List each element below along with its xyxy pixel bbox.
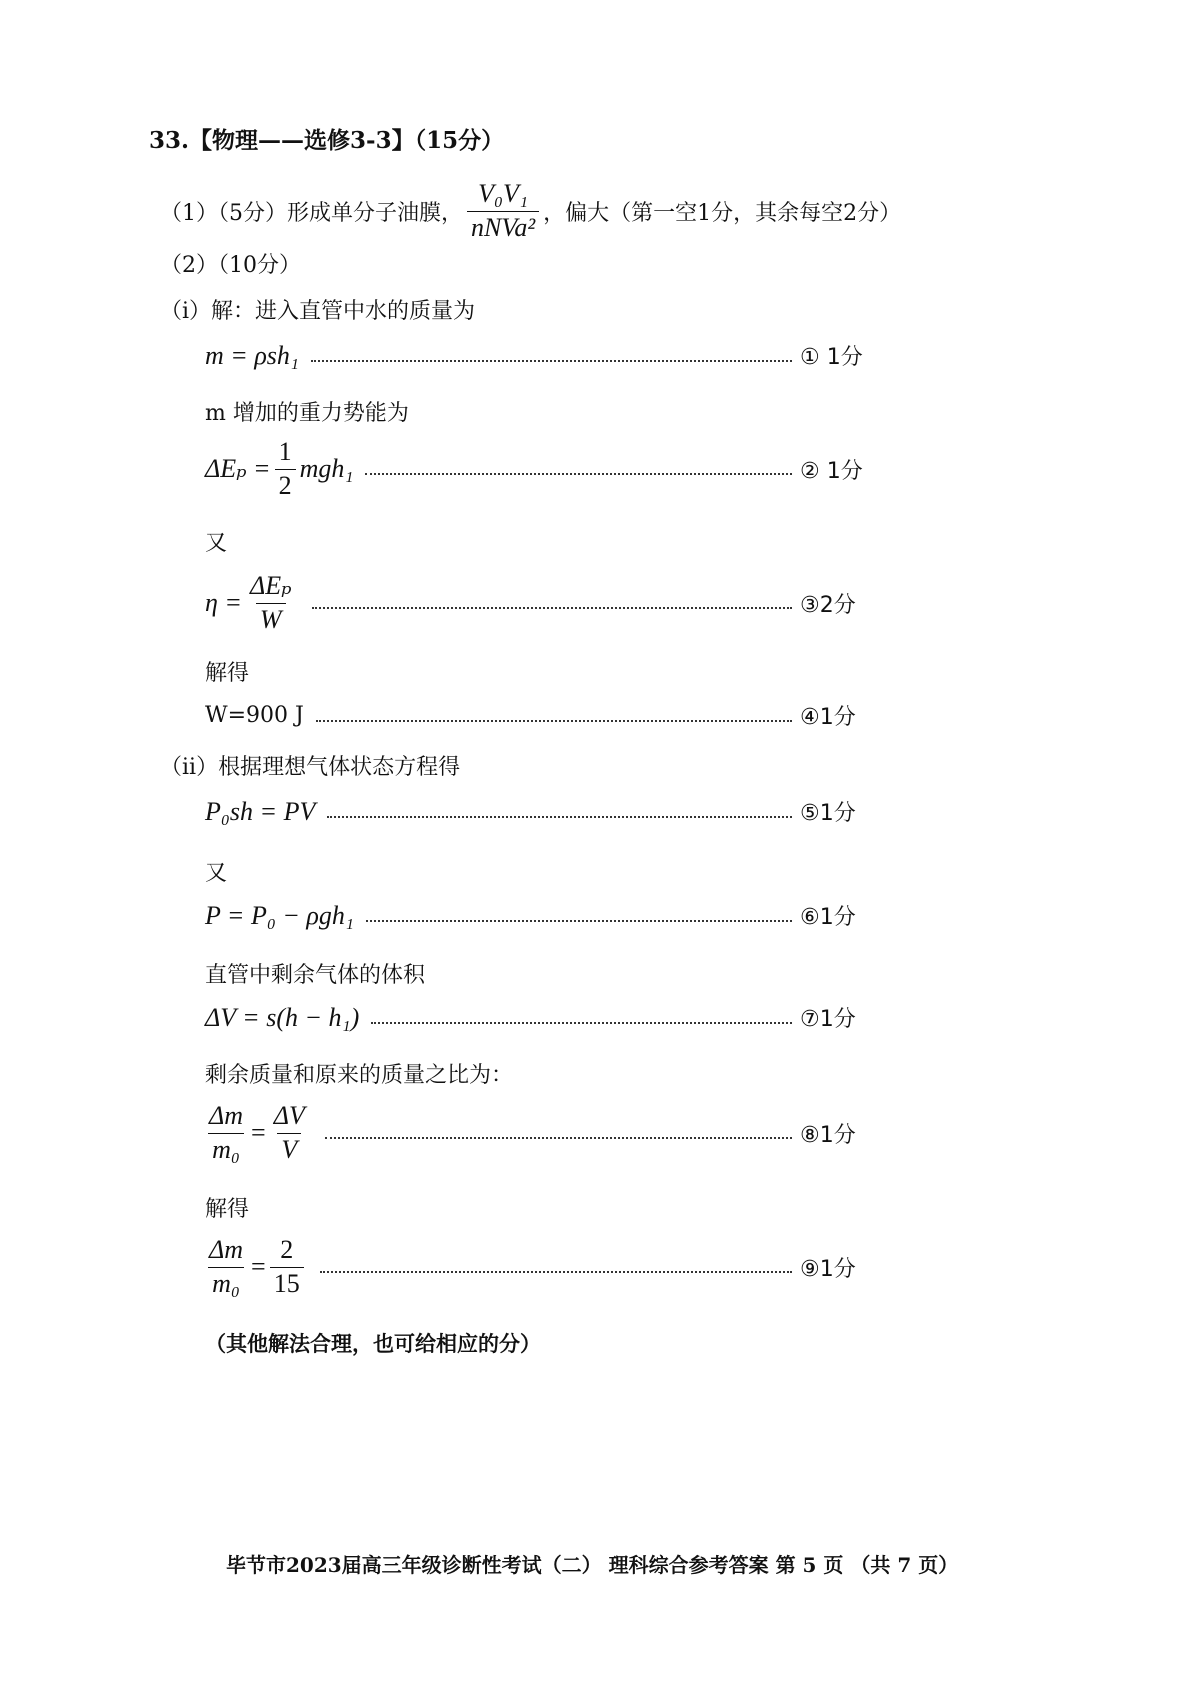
equation-3 [205, 572, 905, 634]
equation-3-fraction [246, 572, 296, 634]
equation-2-prefix: ΔEₚ = [205, 454, 271, 484]
equation-9-equals: = [251, 1252, 266, 1282]
equation-9-frac-left [205, 1236, 247, 1298]
equation-2 [205, 438, 905, 500]
equation-1-score: ① 1分 [800, 345, 863, 370]
leader-dots [320, 1271, 792, 1273]
leader-dots [366, 920, 792, 922]
leader-dots [316, 720, 792, 722]
equation-8 [205, 1102, 905, 1164]
equation-7 [205, 1002, 905, 1033]
leader-dots [365, 473, 792, 475]
remaining-volume-text: 直管中剩余气体的体积 [205, 963, 426, 988]
equation-3-score: ③2分 [800, 592, 856, 618]
equation-2-fraction [275, 438, 296, 500]
leader-dots [311, 360, 792, 362]
equation-8-frac-right-num: ΔV [273, 1101, 305, 1130]
leader-dots [371, 1022, 792, 1024]
equation-9-frac-right-den: 15 [270, 1267, 304, 1299]
equation-2-lhs [205, 438, 353, 500]
equation-3-frac-den: W [256, 603, 286, 635]
equation-5-score: ⑤1分 [800, 801, 856, 826]
part1-lead: （1）（5分）形成单分子油膜， [160, 200, 463, 226]
equation-7-score: ⑦1分 [800, 1007, 856, 1032]
part1-frac-num: V₀V₁ [478, 179, 528, 208]
equation-8-equals: = [251, 1118, 266, 1148]
equation-9-frac-left-num: Δm [209, 1235, 244, 1264]
equation-3-frac-num: ΔEₚ [249, 571, 292, 600]
equation-2-frac-den: 2 [275, 469, 296, 501]
equation-9-frac-left-den: m₀ [208, 1267, 244, 1299]
equation-9-frac-right-num: 2 [280, 1235, 294, 1264]
part1-line [160, 180, 901, 242]
equation-4 [205, 700, 905, 731]
page-footer: 毕节市2023届高三年级诊断性考试（二） 理科综合参考答案 第 5 页 （共 7 页） [226, 1553, 959, 1577]
also-text-2: 又 [205, 861, 228, 886]
alternative-solutions-note: （其他解法合理，也可给相应的分） [205, 1331, 541, 1356]
sub-ii-heading: （ii）根据理想气体状态方程得 [160, 755, 461, 780]
solve-text-1: 解得 [205, 661, 250, 686]
potential-energy-text: m 增加的重力势能为 [205, 401, 409, 426]
equation-1 [205, 340, 905, 371]
mass-ratio-text: 剩余质量和原来的质量之比为： [205, 1063, 514, 1088]
equation-7-lhs: ΔV = s(h − h₁) [205, 1002, 360, 1032]
equation-6-lhs: P = P₀ − ρgh₁ [205, 900, 354, 930]
equation-5 [205, 796, 905, 827]
leader-dots [327, 816, 792, 818]
question-title: 33.【物理——选修3-3】（15分） [149, 127, 505, 154]
equation-3-lhs [205, 572, 300, 634]
equation-9-frac-right [270, 1236, 304, 1298]
equation-8-score: ⑧1分 [800, 1122, 856, 1148]
equation-8-frac-right-den: V [277, 1133, 301, 1165]
equation-9-lhs [205, 1236, 308, 1298]
equation-2-frac-num: 1 [278, 437, 292, 466]
equation-8-lhs [205, 1102, 313, 1164]
equation-5-lhs: P₀sh = PV [205, 796, 316, 826]
equation-8-frac-left-den: m₀ [208, 1133, 244, 1165]
equation-8-frac-left-num: Δm [209, 1101, 244, 1130]
equation-1-lhs: m = ρsh₁ [205, 340, 299, 370]
part1-fraction [467, 180, 539, 242]
part1-tail: ，偏大（第一空1分，其余每空2分） [543, 200, 902, 226]
equation-9-score: ⑨1分 [800, 1256, 856, 1282]
leader-dots [312, 607, 793, 609]
leader-dots [325, 1137, 792, 1139]
equation-6-score: ⑥1分 [800, 905, 856, 930]
equation-4-lhs: W=900 J [205, 703, 304, 728]
sub-i-heading: （i）解：进入直管中水的质量为 [160, 299, 476, 324]
equation-2-suffix: mgh₁ [299, 454, 354, 484]
equation-8-frac-left [205, 1102, 247, 1164]
also-text-1: 又 [205, 531, 228, 556]
solve-text-2: 解得 [205, 1197, 250, 1222]
equation-4-score: ④1分 [800, 705, 856, 730]
part1-frac-den: nNVa² [467, 211, 539, 243]
equation-6 [205, 900, 905, 931]
equation-9 [205, 1236, 905, 1298]
equation-2-score: ② 1分 [800, 458, 863, 484]
equation-3-prefix: η = [205, 588, 242, 618]
part2-heading: （2）（10分） [160, 253, 301, 278]
equation-8-frac-right [270, 1102, 309, 1164]
